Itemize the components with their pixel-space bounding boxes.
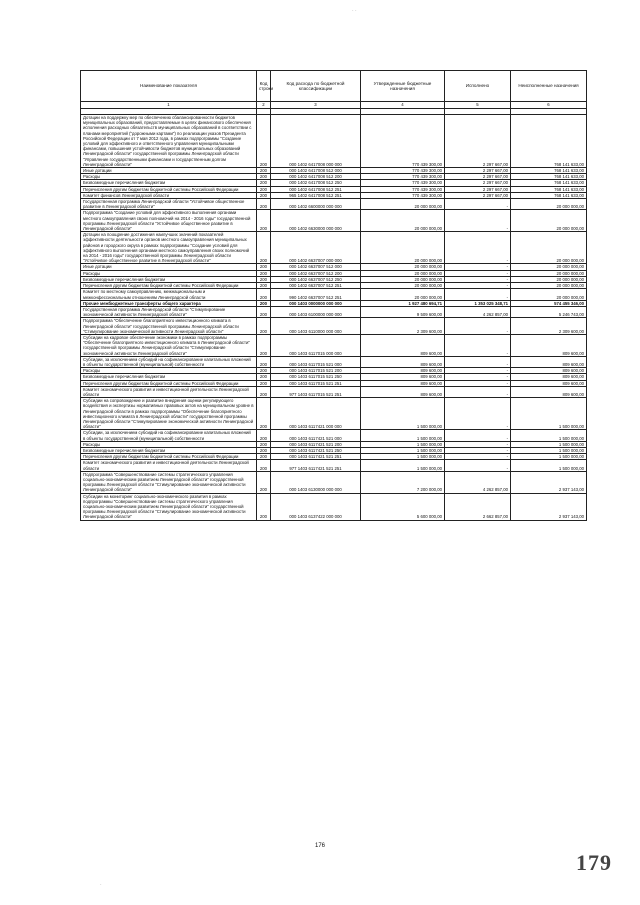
table-body (81, 115, 587, 521)
row-executed: - (445, 441, 511, 447)
row-line-code: 200 (257, 192, 271, 198)
row-name: Безвозмездные перечисления бюджетам (81, 276, 257, 282)
row-remaining: 2 309 600,00 (511, 318, 587, 335)
row-executed: - (445, 454, 511, 460)
row-name: Подпрограмма "Создание условий для эффективного выполнения органами местного самоуправления своих полномочий на 2014 - 2016 годы" государственной программы Ленинградской области "Устойчивое общественное развитие в Ленинградской области" (81, 210, 257, 232)
row-remaining: 1 500 000,00 (511, 454, 587, 460)
row-line-code: 200 (257, 447, 271, 453)
row-approved: 770 439 300,00 (361, 174, 445, 180)
row-remaining: 1 500 000,00 (511, 398, 587, 430)
row-name: Дотации на поддержку мер по обеспечению сбалансированности бюджетов муниципальных образований, предоставляемые в целях финансового обеспечения исполнения расходных обязательств муниципальных образований в соответствии с планами мероприятий ("дорожными картами") по реализации указов Президента Российской Федерации от 7 мая 2012 года, в рамках подпрограммы "Создание условий для эффективного и ответственного управления муниципальными финансами, повышения устойчивости бюджетов муниципальных образований Ленинградской области" государственной программы Ленинградской области "Управление государственными финансами и государственным долгом Ленинградской области" (81, 115, 257, 168)
row-executed: 2 297 667,00 (445, 115, 511, 168)
row-line-code: 200 (257, 276, 271, 282)
row-budget-code: 990 1402 6637007 512 251 (271, 289, 361, 300)
row-executed: - (445, 232, 511, 264)
row-line-code: 200 (257, 174, 271, 180)
row-budget-code: 000 1403 6117421 000 000 (271, 398, 361, 430)
row-name: Перечисления другим бюджетам бюджетной системы Российской Федерации (81, 186, 257, 192)
row-line-code: 200 (257, 264, 271, 270)
row-approved: 809 600,00 (361, 380, 445, 386)
row-budget-code: 000 1403 6117015 521 000 (271, 356, 361, 367)
row-budget-code: 000 1403 6110000 000 000 (271, 318, 361, 335)
row-approved: 770 439 300,00 (361, 192, 445, 198)
row-executed: - (445, 264, 511, 270)
row-approved: 9 509 600,00 (361, 306, 445, 317)
table-row (81, 398, 587, 430)
header-remaining: Неисполненные назначения (511, 71, 587, 102)
row-approved: 770 439 300,00 (361, 180, 445, 186)
column-number: 2 (257, 102, 271, 109)
row-remaining: 768 141 633,00 (511, 174, 587, 180)
row-remaining: 768 141 633,00 (511, 180, 587, 186)
row-remaining: 809 600,00 (511, 368, 587, 374)
table-row (81, 334, 587, 356)
row-name: Расходы (81, 441, 257, 447)
column-number: 5 (445, 102, 511, 109)
row-line-code: 200 (257, 386, 271, 397)
row-line-code: 200 (257, 374, 271, 380)
row-remaining: 5 246 743,00 (511, 306, 587, 317)
row-remaining: 768 141 633,00 (511, 186, 587, 192)
row-executed: - (445, 318, 511, 335)
row-executed: 1 353 025 348,71 (445, 300, 511, 306)
row-remaining: 768 141 633,00 (511, 168, 587, 174)
row-budget-code: 000 1402 6637007 512 000 (271, 264, 361, 270)
row-line-code: 200 (257, 454, 271, 460)
row-budget-code: 977 1403 6117421 521 251 (271, 460, 361, 471)
row-remaining: 768 141 633,00 (511, 192, 587, 198)
table-row (81, 460, 587, 471)
row-name: Субсидии на мониторинг социально-экономического развития в рамках подпрограммы "Совершенствование системы стратегического управления социально-экономическим развитием Ленинградской области" государственной программы Ленинградской области "Стимулирование экономической активности Ленинградской области" (81, 493, 257, 520)
row-line-code: 200 (257, 300, 271, 306)
row-executed: - (445, 334, 511, 356)
row-remaining: 20 000 000,00 (511, 283, 587, 289)
row-name: Государственная программа Ленинградской области "Устойчивое общественное развитие в Ленинградской области" (81, 199, 257, 210)
row-executed: - (445, 386, 511, 397)
table-row (81, 493, 587, 520)
row-line-code: 200 (257, 460, 271, 471)
row-line-code: 200 (257, 270, 271, 276)
row-name: Субсидии, за исключением субсидий на софинансирование капитальных вложений в объекты государственной (муниципальной) собственности (81, 356, 257, 367)
row-approved: 20 000 000,00 (361, 210, 445, 232)
row-name: Безвозмездные перечисления бюджетам (81, 374, 257, 380)
row-executed: - (445, 276, 511, 282)
row-approved: 20 000 000,00 (361, 283, 445, 289)
row-name: Иные дотации (81, 168, 257, 174)
column-number-row (81, 102, 587, 109)
row-line-code: 200 (257, 180, 271, 186)
row-budget-code: 000 1403 0000000 000 000 (271, 300, 361, 306)
column-number: 1 (81, 102, 257, 109)
row-approved: 7 200 000,00 (361, 471, 445, 493)
row-remaining: 809 600,00 (511, 380, 587, 386)
row-name: Комитет по местному самоуправлению, межнациональным и межконфессиональным отношениям Ленинградской области (81, 289, 257, 300)
row-approved: 809 600,00 (361, 334, 445, 356)
row-line-code: 200 (257, 368, 271, 374)
row-executed: - (445, 283, 511, 289)
row-executed: 2 297 667,00 (445, 186, 511, 192)
row-name: Дотации на поощрение достижения наилучших значений показателей эффективности деятельности органов местного самоуправления муниципальных районов и городского округа в рамках подпрограммы "Создание условий для эффективного выполнения органами местного самоуправления своих полномочий на 2014 - 2016 годы" государственной программы Ленинградской области "Устойчивое общественное развитие в Ленинградской области" (81, 232, 257, 264)
row-name: Комитет экономического развития и инвестиционной деятельности Ленинградской области (81, 460, 257, 471)
row-approved: 20 000 000,00 (361, 289, 445, 300)
row-executed: - (445, 398, 511, 430)
table-row (81, 356, 587, 367)
row-remaining: 574 455 346,00 (511, 300, 587, 306)
row-budget-code: 000 1402 6417008 512 250 (271, 180, 361, 186)
row-approved: 20 000 000,00 (361, 276, 445, 282)
row-remaining: 20 000 000,00 (511, 289, 587, 300)
row-executed: - (445, 380, 511, 386)
row-name: Субсидии, за исключением субсидий на софинансирование капитальных вложений в объекты государственной (муниципальной) собственности (81, 430, 257, 441)
column-number: 6 (511, 102, 587, 109)
header-line-code: Код строки (257, 71, 271, 102)
row-name: Перечисления другим бюджетам бюджетной системы Российской Федерации (81, 380, 257, 386)
row-approved: 770 439 300,00 (361, 186, 445, 192)
row-name: Субсидии на сопровождение и развитие внедрения оценки регулирующего воздействия и экспертизы нормативных правовых актов на муниципальном уровне в Ленинградской области в рамках подпрограммы "Обеспечение благоприятного инвестиционного климата в Ленинградской области" государственной программы Ленинградской области "Стимулирование экономической активности Ленинградской области" (81, 398, 257, 430)
row-remaining: 768 141 633,00 (511, 115, 587, 168)
row-approved: 1 500 000,00 (361, 441, 445, 447)
table-row (81, 289, 587, 300)
row-executed: - (445, 368, 511, 374)
row-executed: 4 262 857,00 (445, 471, 511, 493)
row-remaining: 2 937 143,00 (511, 493, 587, 520)
row-budget-code: 000 1403 6117421 521 000 (271, 430, 361, 441)
row-remaining: 809 600,00 (511, 356, 587, 367)
row-executed: - (445, 356, 511, 367)
column-number: 3 (271, 102, 361, 109)
row-remaining: 809 600,00 (511, 374, 587, 380)
row-executed: - (445, 374, 511, 380)
row-line-code: 200 (257, 493, 271, 520)
row-executed: - (445, 199, 511, 210)
row-name: Безвозмездные перечисления бюджетам (81, 447, 257, 453)
row-budget-code: 000 1403 6117421 521 250 (271, 447, 361, 453)
row-budget-code: 000 1402 6600000 000 000 (271, 199, 361, 210)
table-row (81, 386, 587, 397)
row-executed: - (445, 460, 511, 471)
header-approved: Утвержденные бюджетные назначения (361, 71, 445, 102)
row-executed: 2 297 667,00 (445, 180, 511, 186)
row-remaining: 20 000 000,00 (511, 264, 587, 270)
row-line-code: 200 (257, 186, 271, 192)
row-budget-code: 000 1402 6417008 000 000 (271, 115, 361, 168)
row-remaining: 1 500 000,00 (511, 441, 587, 447)
table-header-row (81, 71, 587, 102)
row-approved: 809 600,00 (361, 386, 445, 397)
row-name: Безвозмездные перечисления бюджетам (81, 180, 257, 186)
row-line-code: 200 (257, 318, 271, 335)
table-row (81, 318, 587, 335)
row-name: Расходы (81, 174, 257, 180)
row-line-code: 200 (257, 430, 271, 441)
table-row (81, 430, 587, 441)
row-name: Подпрограмма "Обеспечение благоприятного инвестиционного климата в Ленинградской области" государственной программы Ленинградской области "Стимулирование экономической активности Ленинградской области" (81, 318, 257, 335)
row-name: Расходы (81, 368, 257, 374)
row-budget-code: 000 1402 6417008 512 251 (271, 186, 361, 192)
row-line-code: 200 (257, 115, 271, 168)
row-name: Прочие межбюджетные трансферты общего характера (81, 300, 257, 306)
header-indicator-name: Наименование показателя (81, 71, 257, 102)
row-budget-code: 000 1403 6117015 521 200 (271, 368, 361, 374)
row-approved: 1 500 000,00 (361, 398, 445, 430)
row-approved: 770 439 300,00 (361, 115, 445, 168)
row-line-code: 200 (257, 380, 271, 386)
row-budget-code: 000 1403 6100000 000 000 (271, 306, 361, 317)
row-approved: 1 927 480 694,71 (361, 300, 445, 306)
page-number: 176 (314, 843, 325, 849)
row-approved: 809 600,00 (361, 356, 445, 367)
table-row (81, 232, 587, 264)
row-remaining: 20 000 000,00 (511, 199, 587, 210)
row-executed: - (445, 430, 511, 441)
row-budget-code: 000 1402 6630000 000 000 (271, 210, 361, 232)
row-name: Перечисления другим бюджетам бюджетной системы Российской Федерации (81, 454, 257, 460)
row-approved: 1 500 000,00 (361, 460, 445, 471)
table-row (81, 115, 587, 168)
row-approved: 1 500 000,00 (361, 430, 445, 441)
row-executed: - (445, 210, 511, 232)
row-approved: 5 600 000,00 (361, 493, 445, 520)
row-budget-code: 000 1402 6417008 512 200 (271, 174, 361, 180)
row-budget-code: 000 1403 6117015 521 250 (271, 374, 361, 380)
row-line-code: 200 (257, 398, 271, 430)
row-approved: 809 600,00 (361, 368, 445, 374)
row-remaining: 2 937 143,00 (511, 471, 587, 493)
row-executed: 2 297 667,00 (445, 174, 511, 180)
row-approved: 809 600,00 (361, 374, 445, 380)
header-budget-code: Код расхода по бюджетной классификации (271, 71, 361, 102)
row-executed: - (445, 447, 511, 453)
row-executed: 2 297 667,00 (445, 192, 511, 198)
row-remaining: 1 500 000,00 (511, 460, 587, 471)
row-remaining: 1 500 000,00 (511, 430, 587, 441)
row-line-code: 200 (257, 471, 271, 493)
row-approved: 2 309 600,00 (361, 318, 445, 335)
row-executed: - (445, 270, 511, 276)
row-line-code: 200 (257, 210, 271, 232)
table-row (81, 199, 587, 210)
row-remaining: 20 000 000,00 (511, 276, 587, 282)
scan-speck: · · (352, 8, 357, 14)
row-line-code: 200 (257, 289, 271, 300)
row-name: Субсидии на кадровое обеспечение экономики в рамках подпрограммы "Обеспечение благоприятного инвестиционного климата в Ленинградской области" государственной программы Ленинградской области "Стимулирование экономической активности Ленинградской области" (81, 334, 257, 356)
row-budget-code: 000 1402 6417008 512 000 (271, 168, 361, 174)
row-budget-code: 000 1403 6117015 521 251 (271, 380, 361, 386)
row-name: Государственная программа Ленинградской области "Стимулирование экономической активности Ленинградской области" (81, 306, 257, 317)
row-budget-code: 965 1402 6417008 512 251 (271, 192, 361, 198)
row-budget-code: 000 1403 6130000 000 000 (271, 471, 361, 493)
header-executed: Исполнено (445, 71, 511, 102)
row-approved: 20 000 000,00 (361, 199, 445, 210)
row-line-code: 200 (257, 199, 271, 210)
row-budget-code: 000 1403 6117421 521 200 (271, 441, 361, 447)
row-line-code: 200 (257, 232, 271, 264)
row-budget-code: 977 1403 6117015 521 251 (271, 386, 361, 397)
row-line-code: 200 (257, 306, 271, 317)
row-name: Иные дотации (81, 264, 257, 270)
row-budget-code: 000 1402 6637007 512 251 (271, 283, 361, 289)
table-row (81, 306, 587, 317)
row-remaining: 20 000 000,00 (511, 210, 587, 232)
table-row (81, 471, 587, 493)
row-approved: 1 500 000,00 (361, 454, 445, 460)
table-row (81, 210, 587, 232)
sheet-stamp-number: 179 (576, 850, 612, 875)
row-approved: 20 000 000,00 (361, 264, 445, 270)
row-name: Перечисления другим бюджетам бюджетной системы Российской Федерации (81, 283, 257, 289)
row-name: Расходы (81, 270, 257, 276)
row-remaining: 809 600,00 (511, 386, 587, 397)
row-remaining: 1 500 000,00 (511, 447, 587, 453)
row-budget-code: 000 1402 6637007 000 000 (271, 232, 361, 264)
row-approved: 770 439 300,00 (361, 168, 445, 174)
row-budget-code: 000 1403 6117015 000 000 (271, 334, 361, 356)
row-remaining: 20 000 000,00 (511, 270, 587, 276)
row-budget-code: 000 1402 6637007 512 200 (271, 270, 361, 276)
row-executed: 2 297 667,00 (445, 168, 511, 174)
row-approved: 20 000 000,00 (361, 270, 445, 276)
row-name: Комитет финансов Ленинградской области (81, 192, 257, 198)
row-line-code: 200 (257, 283, 271, 289)
row-budget-code: 000 1403 6137422 000 000 (271, 493, 361, 520)
row-budget-code: 000 1403 6117421 521 251 (271, 454, 361, 460)
row-name: Комитет экономического развития и инвестиционной деятельности Ленинградской области (81, 386, 257, 397)
scan-speck: · (100, 882, 102, 888)
row-line-code: 200 (257, 168, 271, 174)
row-name: Подпрограмма "Совершенствование системы стратегического управления социально-экономическим развитием Ленинградской области" государственной программы Ленинградской области "Стимулирование экономической активности Ленинградской области" (81, 471, 257, 493)
row-executed: 4 262 857,00 (445, 306, 511, 317)
column-number: 4 (361, 102, 445, 109)
row-line-code: 200 (257, 334, 271, 356)
row-approved: 20 000 000,00 (361, 232, 445, 264)
row-executed: 2 662 857,00 (445, 493, 511, 520)
row-budget-code: 000 1402 6637007 512 250 (271, 276, 361, 282)
row-remaining: 20 000 000,00 (511, 232, 587, 264)
row-line-code: 200 (257, 356, 271, 367)
row-line-code: 200 (257, 441, 271, 447)
budget-execution-table (80, 70, 587, 521)
row-executed: - (445, 289, 511, 300)
row-remaining: 809 600,00 (511, 334, 587, 356)
row-approved: 1 500 000,00 (361, 447, 445, 453)
